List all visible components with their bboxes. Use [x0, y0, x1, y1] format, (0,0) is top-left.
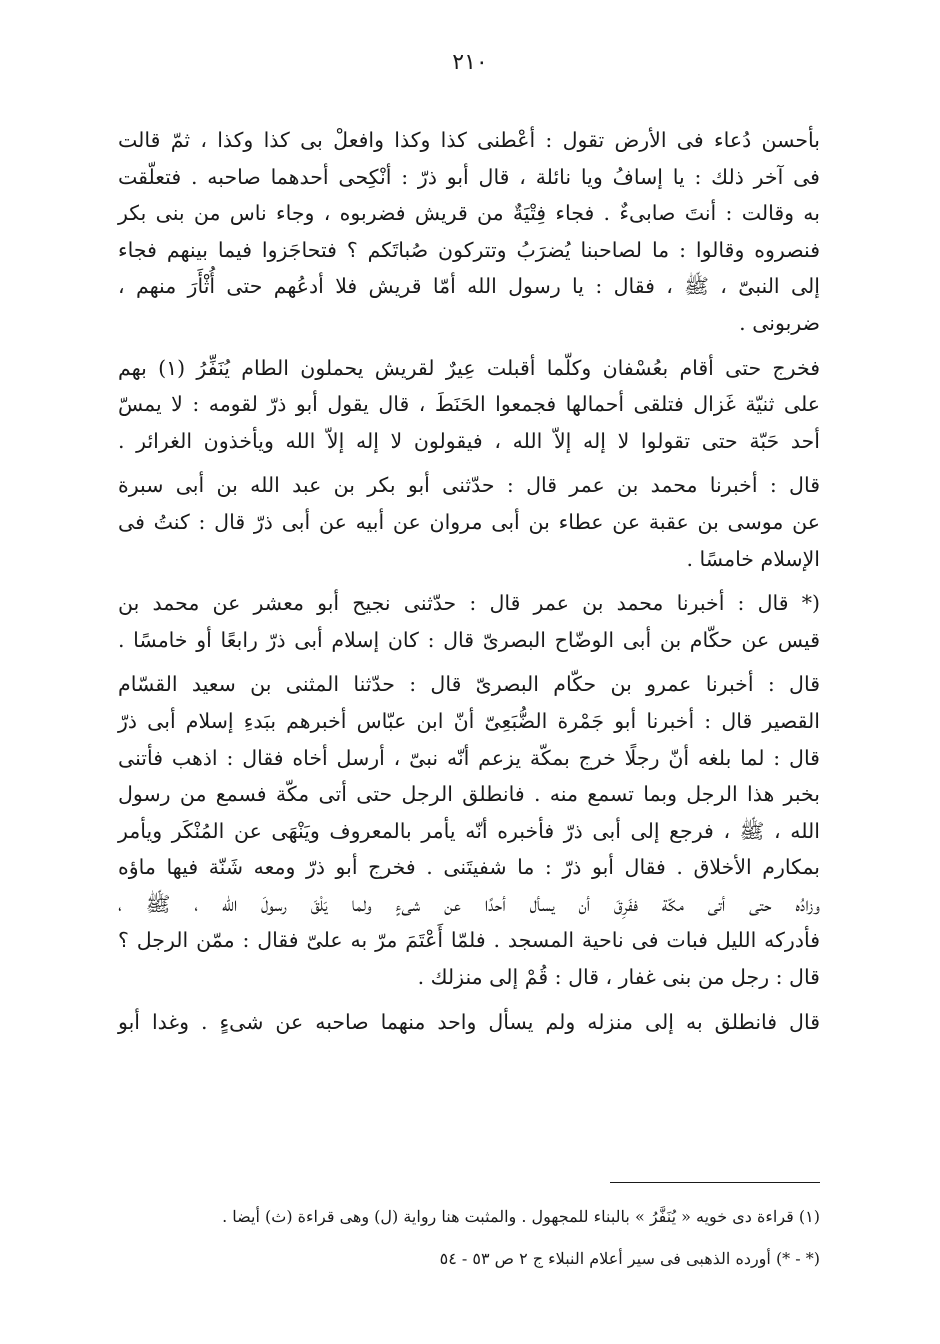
text-line: بمكارم الأخلاق . فقال أبو ذرّ : ما شفيتَنى . فخرج أبو ذرّ ومعه شَنّة فيها ماؤه: [118, 855, 820, 880]
text-line: بأحسن دُعاء فى الأرض تقول : أعْطنى كذا وكذا وافعلْ بى كذا وكذا ، ثمّ قالت: [118, 128, 820, 152]
text-line: قيس عن حكّام بن أبى الوضّاح البصرىّ قال : كان إسلام أبى ذرّ رابعًا أو خامسًا .: [118, 627, 820, 652]
text-line: قال : أخبرنا عمرو بن حكّام البصرىّ قال : حدّثنا المثنى بن سعيد القسّام: [118, 672, 820, 697]
text-line: وزادُه حتى أتى مكّة ففَرِقَ أن يسأل أحدًا عن شىءٍ ولما يَلْقَ رسولَ الله ، ﷺ ،: [118, 891, 820, 916]
text-line: الإسلام خامسًا .: [686, 546, 820, 571]
footnotes: [118, 1196, 820, 1280]
footnote: (١) قراءة دى خويه « يُنَفَّرُ » بالبناء للمجهول . والمثبت هنا رواية (ل) وهى قراءة (ث) أيضا .: [222, 1207, 820, 1226]
main-text: [118, 122, 820, 1048]
text-line: ضربونى .: [739, 310, 820, 335]
paragraph: [118, 467, 820, 577]
text-line: أحد حَبّة حتى تقولوا لا إله إلاّ الله ، فيقولون لا إله إلاّ الله ويأخذون الغرائر .: [118, 428, 820, 453]
paragraph: [118, 350, 820, 460]
text-line: بخبر هذا الرجل وبما تسمع منه . فانطلق الرجل حتى أتى مكّة فسمع من رسول: [118, 782, 820, 807]
text-line: قال فانطلق به إلى منزله ولم يسأل واحد منهما صاحبه عن شىءٍ . وغدا أبو: [118, 1009, 820, 1034]
text-line: فأدركه الليل فبات فى ناحية المسجد . فلمّا أَعْتَمَ مرّ به علىّ فقال : ممّن الرجل ؟: [118, 928, 820, 953]
text-line: به وقالت : أنتَ صابىءٌ . فجاء فِتْيَةٌ من قريش فضربوه ، وجاء ناس من بنى بكر: [118, 201, 820, 226]
text-line: قال : رجل من بنى غفار ، قال : قُمْ إلى منزلك .: [417, 965, 820, 990]
text-line: فنصروه وقالوا : ما لصاحبنا يُضرَبُ وتتركون صُباتَكم ؟ فتحاجَزوا فيما بينهم فجاء: [118, 237, 820, 262]
text-line: قال : أخبرنا محمد بن عمر قال : حدّثنى أبو بكر بن عبد الله بن أبى سبرة: [118, 473, 820, 498]
text-line: فى آخر ذلك : يا إسافُ ويا نائلة ، قال أبو ذرّ : أنْكِحى أحدهما صاحبه . فتعلّقت: [118, 164, 820, 189]
text-line: على ثنيّة غَزال فتلقى أحمالها فجمعوا الحَنَطَ ، قال يقول أبو ذرّ لقومه : لا يمسّ: [118, 392, 820, 417]
footnote-divider: [610, 1182, 820, 1183]
text-line: القصير قال : أخبرنا أبو جَمْرة الضُّبَعِىّ أنّ ابن عبّاس أخبرهم ببَدءِ إسلام أبى ذرّ: [118, 708, 820, 733]
text-line: (* قال : أخبرنا محمد بن عمر قال : حدّثنى نجيح أبو معشر عن محمد بن: [118, 591, 820, 616]
text-line: فخرج حتى أقام بعُسْفان وكلّما أقبلت عِيرٌ لقريش يحملون الطام يُنَفِّرُ (١) بهم: [118, 355, 820, 380]
text-line: عن موسى بن عقبة عن عطاء بن أبى مروان عن أبيه عن أبى ذرّ قال : كنتُ فى: [118, 509, 820, 534]
paragraph: [118, 585, 820, 658]
page-number: ٢١٠: [452, 50, 488, 75]
paragraph: [118, 666, 820, 995]
text-line: إلى النبىّ ، ﷺ ، فقال : يا رسول الله أمّا قريش فلا أدعُهم حتى أُثْأَرَ منهم ،: [118, 274, 820, 299]
text-line: قال : لما بلغه أنّ رجلًا خرج بمكّة يزعم أنّه نبىّ ، أرسل أخاه فقال : اذهب فأتنى: [118, 745, 820, 770]
text-line: الله ، ﷺ ، فرجع إلى أبى ذرّ فأخبره أنّه يأمر بالمعروف ويَنْهَى عن المُنْكَر ويأمر: [118, 818, 820, 843]
paragraph: [118, 1004, 820, 1041]
paragraph: [118, 122, 820, 342]
footnote: (* - *) أورده الذهبى فى سير أعلام النبلاء ج ٢ ص ٥٣ - ٥٤: [439, 1249, 820, 1268]
